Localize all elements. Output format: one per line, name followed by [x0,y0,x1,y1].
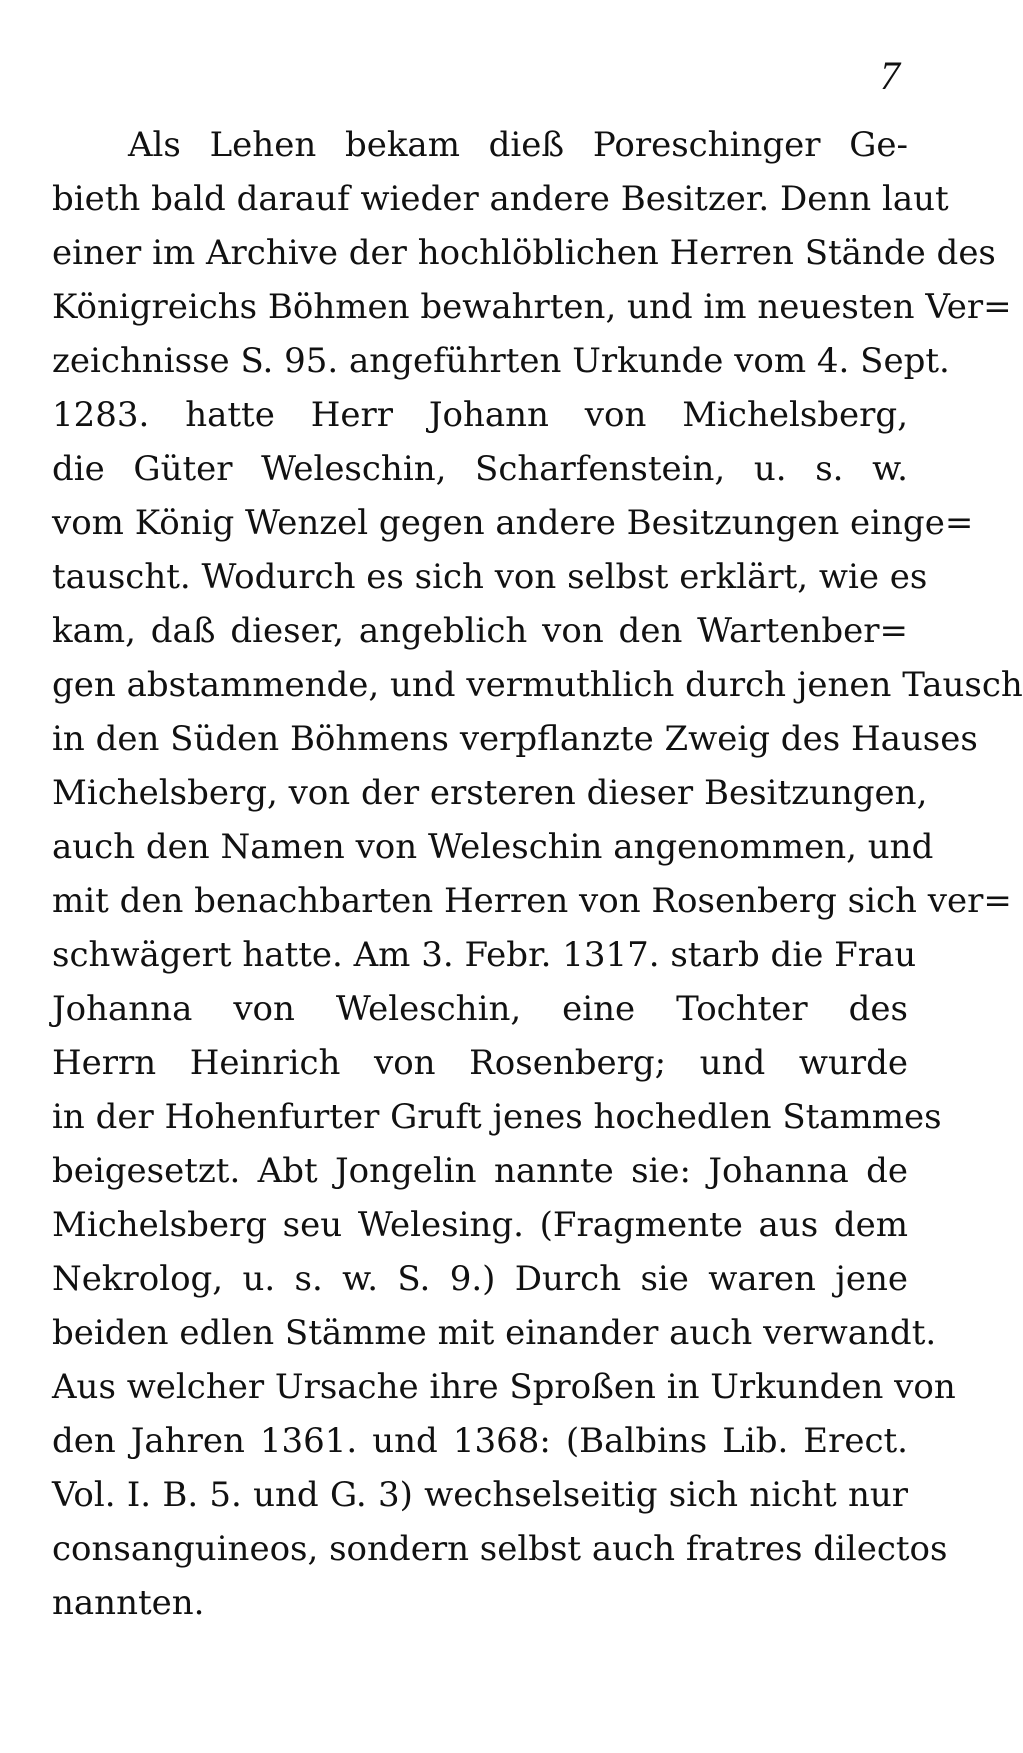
text-line: nannten. [52,1583,205,1623]
text-line: in der Hohenfurter Gruft jenes hochedlen Stammes [52,1097,942,1137]
text-line: Nekrolog, u. s. w. S. 9.) Durch sie waren jene [52,1259,908,1299]
text-line: Als Lehen bekam dieß Poreschinger Ge- [128,125,908,165]
text-line: bieth bald darauf wieder andere Besitzer. Denn laut [52,179,949,219]
text-line: die Güter Weleschin, Scharfenstein, u. s. w. [52,449,908,489]
text-line: den Jahren 1361. und 1368: (Balbins Lib. Erect. [52,1421,908,1461]
text-line: Johanna von Weleschin, eine Tochter des [52,989,908,1029]
text-line: Michelsberg seu Welesing. (Fragmente aus dem [52,1205,908,1245]
text-line: gen abstammende, und vermuthlich durch jenen Tausch [52,665,1023,705]
text-line: beigesetzt. Abt Jongelin nannte sie: Johanna de [52,1151,908,1191]
text-line: schwägert hatte. Am 3. Febr. 1317. starb die Frau [52,935,917,975]
text-line: kam, daß dieser, angeblich von den Wartenber= [52,611,908,651]
text-line: tauscht. Wodurch es sich von selbst erklärt, wie es [52,557,928,597]
text-line: in den Süden Böhmens verpflanzte Zweig des Hauses [52,719,978,759]
text-line: vom König Wenzel gegen andere Besitzungen einge= [52,503,974,543]
text-line: auch den Namen von Weleschin angenommen, und [52,827,934,867]
text-line: mit den benachbarten Herren von Rosenberg sich ver= [52,881,1012,921]
text-line: Herrn Heinrich von Rosenberg; und wurde [52,1043,908,1083]
text-line: beiden edlen Stämme mit einander auch verwandt. [52,1313,937,1353]
body-text [52,118,1023,1630]
text-line: einer im Archive der hochlöblichen Herren Stände des [52,233,996,273]
text-line: 1283. hatte Herr Johann von Michelsberg, [52,395,908,435]
text-line: Aus welcher Ursache ihre Sproßen in Urkunden von [52,1367,956,1407]
text-line: Michelsberg, von der ersteren dieser Besitzungen, [52,773,928,813]
text-line: consanguineos, sondern selbst auch fratres dilectos [52,1529,948,1569]
text-line: zeichnisse S. 95. angeführten Urkunde vom 4. Sept. [52,341,950,381]
page-number: 7 [880,53,900,98]
text-line: Königreichs Böhmen bewahrten, und im neuesten Ver= [52,287,1012,327]
text-line: Vol. I. B. 5. und G. 3) wechselseitig sich nicht nur [52,1475,908,1515]
